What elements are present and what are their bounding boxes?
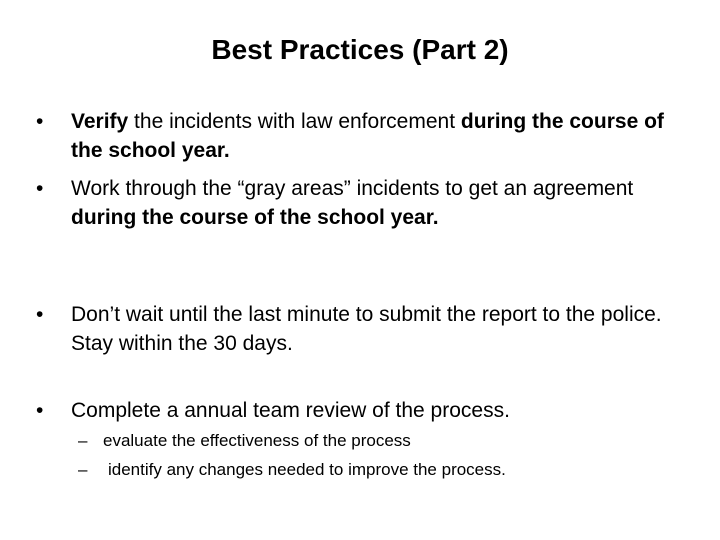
bullet-text-bold: Verify — [71, 110, 129, 133]
bullet-text-bold: during the course of the school year. — [71, 206, 439, 229]
bullet-text-regular: Work through the “gray areas” incidents to get an agreement — [71, 177, 634, 200]
bullet-text-bold: during the course of the school year. — [71, 110, 664, 162]
sub-bullet-marker: – — [78, 460, 88, 479]
bullet-text — [71, 107, 666, 165]
bullet-marker: • — [36, 110, 44, 133]
bullet-item-annual-review — [36, 396, 666, 425]
bullet-marker: • — [36, 303, 44, 326]
bullet-marker: • — [36, 177, 44, 200]
bullet-text — [71, 174, 666, 232]
bullet-text: Complete a annual team review of the process. — [71, 399, 510, 422]
sub-item-text: identify any changes needed to improve the process. — [108, 460, 506, 479]
bullet-item-verify — [36, 107, 666, 165]
bullet-item-dont-wait — [36, 300, 666, 358]
slide-title: Best Practices (Part 2) — [211, 34, 509, 65]
bullet-text: Don’t wait until the last minute to submit the report to the police. Stay within the 30 days. — [71, 303, 662, 355]
sub-bullet-marker: – — [78, 431, 88, 450]
sub-item-text: evaluate the effectiveness of the process — [103, 431, 411, 450]
sub-item-evaluate — [78, 429, 678, 453]
sub-item-identify — [78, 458, 678, 482]
bullet-marker: • — [36, 399, 44, 422]
bullet-text-regular: the incidents with law enforcement — [128, 110, 461, 133]
bullet-item-gray-areas — [36, 174, 666, 232]
